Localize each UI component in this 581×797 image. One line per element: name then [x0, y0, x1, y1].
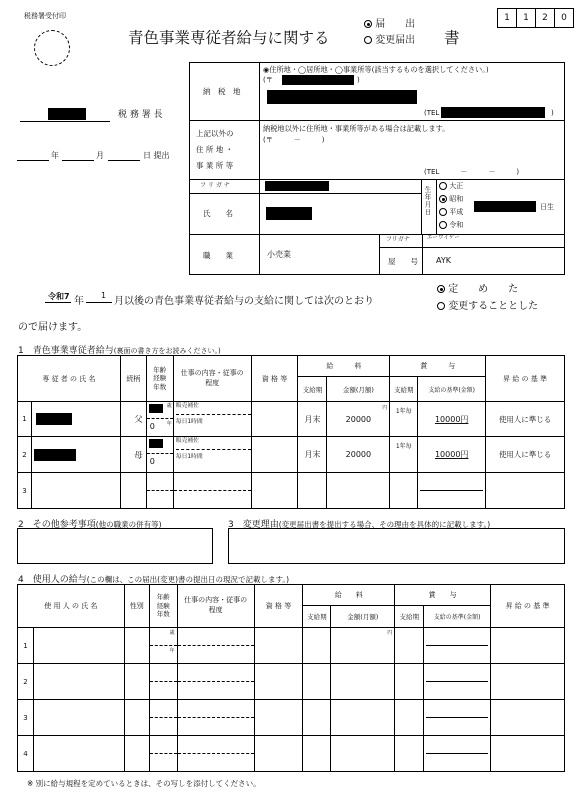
s4-h-raise: 昇 給 の 基 準: [491, 585, 565, 628]
s4-h-bonus-basis: 支給の基準(金額): [424, 606, 491, 628]
option-todoke[interactable]: 届 出: [364, 20, 415, 30]
table-row: [18, 628, 565, 664]
s4-h-salary: 給 料: [303, 585, 395, 606]
radio-decided[interactable]: [437, 285, 445, 293]
raise-basis[interactable]: [491, 736, 565, 772]
statement-month[interactable]: 1: [101, 291, 107, 300]
job-label: 職 業: [203, 251, 233, 260]
row-number: 2: [18, 664, 34, 700]
title-tail: 書: [444, 29, 460, 47]
qualification[interactable]: [251, 437, 298, 473]
s1-h-duties: 仕事の内容・従事の程度: [173, 356, 251, 402]
job-value[interactable]: 小売業: [267, 250, 291, 259]
relation[interactable]: 母: [120, 437, 146, 473]
bonus-basis[interactable]: [424, 664, 491, 700]
section3-title: 3 変更理由(変更届出書を提出する場合、その理由を具体的に記載します。): [228, 520, 491, 530]
other-note: 納税地以外に住所地・事業所等がある場合は記載します。: [263, 124, 450, 133]
amount[interactable]: [331, 700, 395, 736]
option-changed[interactable]: 変更することとした: [437, 302, 538, 312]
employee-name[interactable]: [31, 437, 120, 473]
section3-box[interactable]: [228, 528, 565, 564]
raise-basis[interactable]: [491, 700, 565, 736]
option-henkou[interactable]: 変更届出: [364, 36, 415, 46]
statement-year-suffix: 年: [74, 296, 84, 307]
s1-h-age: 年齢 経験年数: [146, 356, 173, 402]
s1-h-bonus-basis: 支給の基準(金額): [418, 377, 486, 402]
era-reiwa[interactable]: 令和: [439, 221, 463, 229]
page-title: 青色事業専従者給与に関する: [128, 29, 330, 47]
row-number: 4: [18, 736, 34, 772]
raise-basis[interactable]: [491, 664, 565, 700]
sex[interactable]: [124, 628, 149, 664]
s1-h-amount: 金額(月額): [327, 377, 390, 402]
age-years[interactable]: 歳 年: [149, 628, 177, 664]
bonus-date[interactable]: [390, 473, 418, 509]
duties[interactable]: 販売補佐 毎日1時間: [173, 402, 251, 437]
statement-end: ので届けます。: [18, 322, 88, 333]
other-label-2: 住 所 地 ・: [196, 145, 234, 154]
pay-date[interactable]: 月末: [298, 402, 327, 437]
section2-box[interactable]: [17, 528, 213, 564]
age-years[interactable]: [149, 736, 177, 772]
radio-changed[interactable]: [437, 302, 445, 310]
statement-main: 月以後の青色事業専従者給与の支給に関しては次のとおり: [114, 296, 374, 307]
other-label-1: 上記以外の: [196, 129, 234, 138]
birth-suffix: 日生: [540, 203, 554, 211]
bonus-basis[interactable]: [424, 736, 491, 772]
option-decided[interactable]: 定 め た: [437, 285, 518, 295]
staff-name[interactable]: [33, 736, 124, 772]
bonus-date[interactable]: 1年毎: [390, 402, 418, 437]
age-years[interactable]: [149, 700, 177, 736]
date-month: 月: [96, 151, 104, 160]
bonus-basis[interactable]: [424, 628, 491, 664]
sex[interactable]: [124, 736, 149, 772]
era-taisho[interactable]: 大正: [439, 182, 463, 190]
s4-h-bonus: 賞 与: [395, 585, 491, 606]
radio-todoke[interactable]: [364, 20, 372, 28]
bonus-date[interactable]: [395, 664, 424, 700]
raise-basis[interactable]: 使用人に準じる: [486, 402, 565, 437]
s4-h-amount: 金額(月額): [331, 606, 395, 628]
other-label-3: 事 業 所 等: [196, 161, 234, 170]
redacted-furigana: [265, 181, 329, 191]
other-postal[interactable]: (〒 － ): [263, 136, 325, 144]
s4-h-duties: 仕事の内容・従事の程度: [177, 585, 254, 628]
pay-date[interactable]: 月末: [298, 437, 327, 473]
duties[interactable]: [177, 700, 254, 736]
amount[interactable]: 円: [331, 628, 395, 664]
s4-h-age: 年齢 経験年数: [149, 585, 177, 628]
relation[interactable]: 父: [120, 402, 146, 437]
pay-date[interactable]: [303, 736, 331, 772]
row-number: 1: [18, 402, 32, 437]
office-suffix: 税 務 署 長: [118, 110, 163, 120]
shop-value[interactable]: AYK: [436, 256, 451, 265]
s4-h-bonus-date: 支給期: [395, 606, 424, 628]
nouzeichi-label: 納 税 地: [203, 87, 241, 96]
row-number: 2: [18, 437, 32, 473]
birth-label: 生年月日: [423, 186, 432, 216]
amount[interactable]: 20000 円: [327, 402, 390, 437]
radio-era[interactable]: [439, 221, 447, 229]
table-row: [18, 437, 565, 473]
duties[interactable]: [177, 664, 254, 700]
s1-h-bonus-date: 支給期: [390, 377, 418, 402]
pay-date[interactable]: [298, 473, 327, 509]
shop-furigana[interactable]: エーワイケー: [427, 235, 460, 241]
s1-h-relation: 続柄: [120, 356, 146, 402]
s1-h-salary: 給 料: [298, 356, 390, 377]
row-number: 3: [18, 473, 32, 509]
bonus-date[interactable]: 1年毎: [390, 437, 418, 473]
era-heisei[interactable]: 平成: [439, 208, 463, 216]
table-row: [18, 473, 565, 509]
date-year: 年: [51, 151, 59, 160]
code-digit: 1: [498, 9, 517, 27]
table-row: [18, 402, 565, 437]
s1-h-name: 専 従 者 の 氏 名: [18, 356, 121, 402]
table-row: [18, 700, 565, 736]
age-years[interactable]: 歳 0 年: [146, 402, 173, 437]
qualification[interactable]: [251, 402, 298, 437]
sex[interactable]: [124, 700, 149, 736]
staff-name[interactable]: [33, 700, 124, 736]
staff-name[interactable]: [33, 664, 124, 700]
section2-title: 2 その他参考事項(他の職業の併有等): [18, 520, 162, 530]
radio-era[interactable]: [439, 182, 447, 190]
s4-h-sex: 性別: [124, 585, 149, 628]
code-digit: 0: [561, 13, 567, 23]
redacted-tel: [441, 107, 545, 118]
bonus-basis[interactable]: 10000円: [418, 437, 486, 473]
raise-basis[interactable]: 使用人に準じる: [486, 437, 565, 473]
shop-label: 屋 号: [388, 257, 418, 266]
employee-name[interactable]: [31, 473, 120, 509]
section1-title: 1 青色事業専従者給与(裏面の書き方をお読みください。): [18, 346, 221, 356]
row-number: 3: [18, 700, 34, 736]
amount[interactable]: [331, 736, 395, 772]
s4-h-qualification: 資 格 等: [254, 585, 303, 628]
bonus-date[interactable]: [395, 736, 424, 772]
s1-h-raise: 昇 給 の 基 準: [486, 356, 565, 402]
name-label: 氏 名: [203, 209, 233, 218]
redacted-postal: [282, 75, 354, 85]
radio-era[interactable]: [439, 195, 447, 203]
age-years[interactable]: [149, 664, 177, 700]
amount[interactable]: [331, 664, 395, 700]
code-digit: 2: [536, 9, 555, 27]
date-day: 日 提出: [143, 151, 170, 160]
redacted-office: [48, 108, 86, 120]
bonus-date[interactable]: [395, 700, 424, 736]
age-years[interactable]: 0: [146, 437, 173, 473]
redacted-birthdate: [474, 201, 536, 212]
qualification[interactable]: [254, 700, 303, 736]
pay-date[interactable]: [303, 700, 331, 736]
statement-era[interactable]: 令和7: [48, 292, 70, 301]
furigana-label: フ リ ガ ナ: [200, 182, 230, 189]
furigana-label-2: フリガナ: [386, 236, 410, 243]
s1-h-pay-date: 支給期: [298, 377, 327, 402]
section4-title: 4 使用人の給与(この欄は、この届出(変更)書の提出日の現況で記載します。): [18, 575, 290, 585]
bonus-basis[interactable]: [424, 700, 491, 736]
section1-table: [17, 355, 565, 509]
duties[interactable]: [177, 628, 254, 664]
age-years[interactable]: [146, 473, 173, 509]
qualification[interactable]: [254, 628, 303, 664]
form-code: [497, 8, 574, 28]
duties[interactable]: 販売補佐 毎日1時間: [173, 437, 251, 473]
relation[interactable]: [120, 473, 146, 509]
duties[interactable]: [177, 736, 254, 772]
bonus-date[interactable]: [395, 628, 424, 664]
redacted-address: [267, 90, 417, 104]
bonus-basis[interactable]: [418, 473, 486, 509]
qualification[interactable]: [251, 473, 298, 509]
radio-henkou[interactable]: [364, 36, 372, 44]
era-showa[interactable]: 昭和: [439, 195, 463, 203]
radio-era[interactable]: [439, 208, 447, 216]
pay-date[interactable]: [303, 628, 331, 664]
raise-basis[interactable]: [486, 473, 565, 509]
sex[interactable]: [124, 664, 149, 700]
postal-prefix: (〒: [263, 76, 273, 84]
bonus-basis[interactable]: 10000円: [418, 402, 486, 437]
s1-h-qualification: 資 格 等: [251, 356, 298, 402]
s4-h-pay-date: 支給期: [303, 606, 331, 628]
raise-basis[interactable]: [491, 628, 565, 664]
section4-table: [17, 584, 565, 772]
stamp-label: 税務署受付印: [24, 12, 66, 20]
tel-label: (TEL: [424, 109, 440, 117]
amount[interactable]: 20000: [327, 437, 390, 473]
pay-date[interactable]: [303, 664, 331, 700]
footnote: ※ 別に給与規程を定めているときは、その写しを添付してください。: [27, 779, 261, 788]
address-options[interactable]: ◉住所地・◯居所地・◯事業所等(該当するものを選択してください。): [263, 65, 489, 74]
qualification[interactable]: [254, 736, 303, 772]
amount[interactable]: [327, 473, 390, 509]
duties[interactable]: [173, 473, 251, 509]
table-row: [18, 664, 565, 700]
row-number: 1: [18, 628, 34, 664]
s1-h-bonus: 賞 与: [390, 356, 486, 377]
staff-name[interactable]: [33, 628, 124, 664]
stamp-circle: [34, 30, 70, 66]
s4-h-name: 使 用 人 の 氏 名: [18, 585, 125, 628]
code-digit: 1: [517, 9, 536, 27]
qualification[interactable]: [254, 664, 303, 700]
redacted-name: [266, 207, 312, 220]
employee-name[interactable]: [31, 402, 120, 437]
table-row: [18, 736, 565, 772]
other-tel[interactable]: (TEL － － ): [424, 168, 520, 176]
